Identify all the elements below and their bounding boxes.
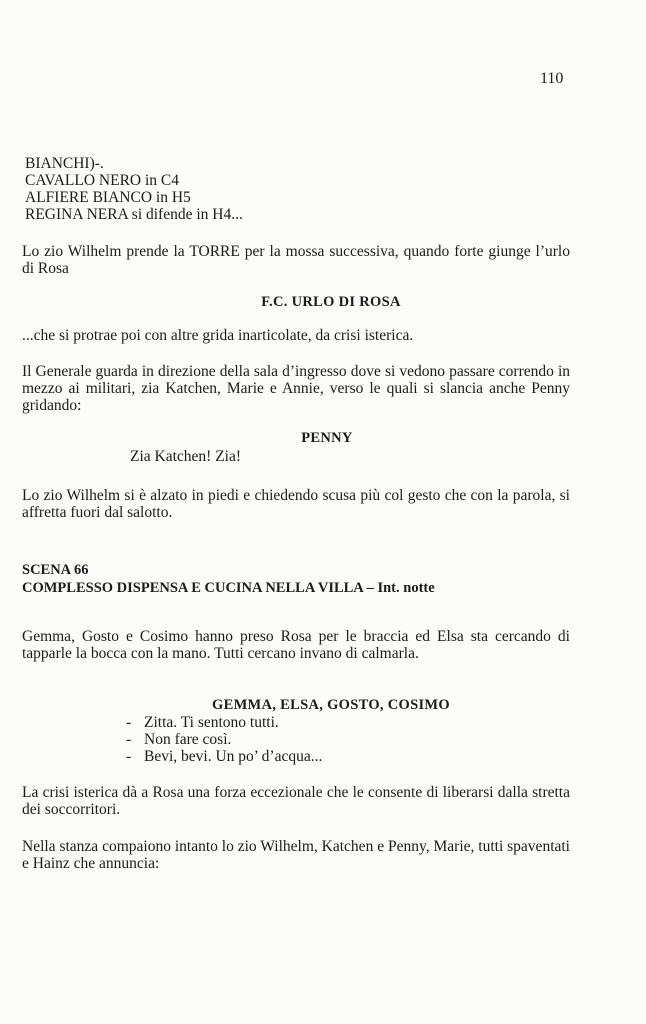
speaker-group: GEMMA, ELSA, GOSTO, COSIMO bbox=[212, 697, 450, 713]
paragraph-3: Il Generale guarda in direzione della sala d’ingresso dove si vedono passare correndo in mezzo ai militari, zia Katchen, Marie e Annie, verso le quali si slancia anche Penny gridando: bbox=[22, 363, 570, 414]
paragraph-2: ...che si protrae poi con altre grida inarticolate, da crisi isterica. bbox=[22, 327, 414, 344]
page-number: 110 bbox=[540, 70, 564, 87]
speaker-penny: PENNY bbox=[301, 430, 353, 446]
opening-line-4: REGINA NERA si difende in H4... bbox=[25, 206, 243, 223]
opening-line-2: CAVALLO NERO in C4 bbox=[25, 172, 180, 189]
paragraph-5: Gemma, Gosto e Cosimo hanno preso Rosa per le braccia ed Elsa sta cercando di tapparle la bocca con la mano. Tutti cercano invano di calmarla. bbox=[22, 628, 570, 662]
fc-heading: F.C. URLO DI ROSA bbox=[261, 294, 401, 310]
paragraph-7: Nella stanza compaiono intanto lo zio Wilhelm, Katchen e Penny, Marie, tutti spaventati e Hainz che annuncia: bbox=[22, 838, 570, 872]
opening-line-3: ALFIERE BIANCO in H5 bbox=[25, 189, 191, 206]
group-dialogue-line: - Zitta. Ti sentono tutti. bbox=[126, 714, 322, 731]
group-dialogue-line: - Non fare così. bbox=[126, 731, 322, 748]
group-dialogue-line: - Bevi, bevi. Un po’ d’acqua... bbox=[126, 748, 322, 765]
scene-number: SCENA 66 bbox=[22, 562, 89, 578]
paragraph-4: Lo zio Wilhelm si è alzato in piedi e chiedendo scusa più col gesto che con la parola, si affretta fuori dal salotto. bbox=[22, 487, 570, 521]
scene-title: COMPLESSO DISPENSA E CUCINA NELLA VILLA – Int. notte bbox=[22, 580, 435, 596]
group-dialogue-list bbox=[126, 714, 322, 765]
paragraph-1: Lo zio Wilhelm prende la TORRE per la mossa successiva, quando forte giunge l’urlo di Rosa bbox=[22, 243, 570, 277]
opening-line-1: BIANCHI)-. bbox=[25, 155, 104, 172]
penny-dialogue: Zia Katchen! Zia! bbox=[130, 448, 242, 465]
paragraph-6: La crisi isterica dà a Rosa una forza eccezionale che le consente di liberarsi dalla stretta dei soccorritori. bbox=[22, 784, 570, 818]
